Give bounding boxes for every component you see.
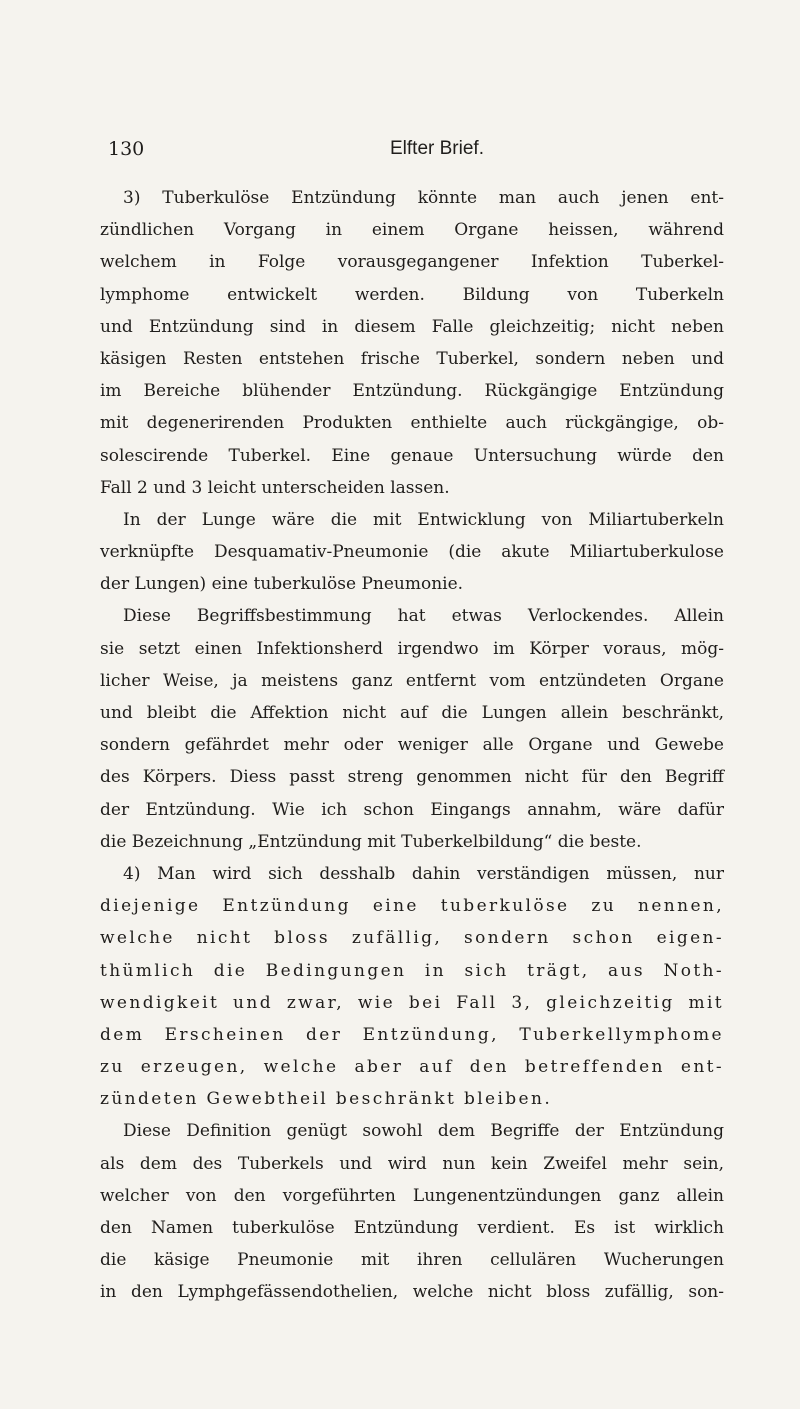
text-line: des Körpers. Diess passt streng genommen nicht für den Begriff xyxy=(100,767,724,788)
text-line: Diese Definition genügt sowohl dem Begriffe der Entzündung xyxy=(123,1121,724,1142)
text-line: in den Lymphgefässendothelien, welche nicht bloss zufällig, son- xyxy=(100,1282,724,1303)
text-line: welche nicht bloss zufällig, sondern schon eigen- xyxy=(100,928,724,949)
page-header xyxy=(60,138,760,168)
text-line: Fall 2 und 3 leicht unterscheiden lassen. xyxy=(100,477,450,498)
text-line: In der Lunge wäre die mit Entwicklung von Miliartuberkeln xyxy=(123,509,724,530)
text-line: welchem in Folge vorausgegangener Infektion Tuberkel- xyxy=(100,252,724,273)
text-line: den Namen tuberkulöse Entzündung verdient. Es ist wirklich xyxy=(100,1218,724,1238)
text-line: sie setzt einen Infektionsherd irgendwo im Körper voraus, mög- xyxy=(100,638,724,659)
text-line: im Bereiche blühender Entzündung. Rückgängige Entzündung xyxy=(100,381,724,402)
text-line: der Lungen) eine tuberkulöse Pneumonie. xyxy=(100,574,464,595)
text-line: käsigen Resten entstehen frische Tuberkel, sondern neben und xyxy=(100,348,724,369)
page-number: 130 xyxy=(108,138,145,160)
text-line: zündeten Gewebtheil beschränkt bleiben. xyxy=(100,1089,553,1110)
text-line: thümlich die Bedingungen in sich trägt, aus Noth- xyxy=(100,960,724,981)
text-line: und Entzündung sind in diesem Falle gleichzeitig; nicht neben xyxy=(100,316,724,337)
running-title: Elfter Brief. xyxy=(390,138,484,159)
text-line: Diese Begriffsbestimmung hat etwas Verlockendes. Allein xyxy=(123,606,724,627)
body-text xyxy=(100,182,724,1309)
text-line: als dem des Tuberkels und wird nun kein Zweifel mehr sein, xyxy=(100,1153,724,1174)
text-line: lymphome entwickelt werden. Bildung von Tuberkeln xyxy=(100,284,724,305)
text-line: welcher von den vorgeführten Lungenentzündungen ganz allein xyxy=(100,1185,724,1206)
text-line: sondern gefährdet mehr oder weniger alle Organe und Gewebe xyxy=(100,735,724,756)
text-line: zündlichen Vorgang in einem Organe heissen, während xyxy=(100,220,724,241)
text-line: diejenige Entzündung eine tuberkulöse zu nennen, xyxy=(100,896,724,917)
text-line: die Bezeichnung „Entzündung mit Tuberkelbildung“ die beste. xyxy=(100,831,642,852)
text-line: die käsige Pneumonie mit ihren cellulären Wucherungen xyxy=(100,1250,724,1271)
text-line: wendigkeit und zwar, wie bei Fall 3, gleichzeitig mit xyxy=(100,992,724,1013)
text-line: zu erzeugen, welche aber auf den betreffenden ent- xyxy=(100,1057,724,1078)
text-line: 4) Man wird sich desshalb dahin verständigen müssen, nur xyxy=(123,863,724,884)
text-line: licher Weise, ja meistens ganz entfernt vom entzündeten Organe xyxy=(100,670,724,691)
text-line: 3) Tuberkulöse Entzündung könnte man auch jenen ent- xyxy=(123,188,724,208)
text-line: verknüpfte Desquamativ-Pneumonie (die akute Miliartuberkulose xyxy=(100,542,724,563)
text-line: der Entzündung. Wie ich schon Eingangs annahm, wäre dafür xyxy=(100,799,724,820)
text-line: und bleibt die Affektion nicht auf die Lungen allein beschränkt, xyxy=(100,703,724,723)
text-line: dem Erscheinen der Entzündung, Tuberkellymphome xyxy=(100,1024,724,1045)
text-line: solescirende Tuberkel. Eine genaue Untersuchung würde den xyxy=(100,445,724,466)
text-line: mit degenerirenden Produkten enthielte auch rückgängige, ob- xyxy=(100,413,724,434)
